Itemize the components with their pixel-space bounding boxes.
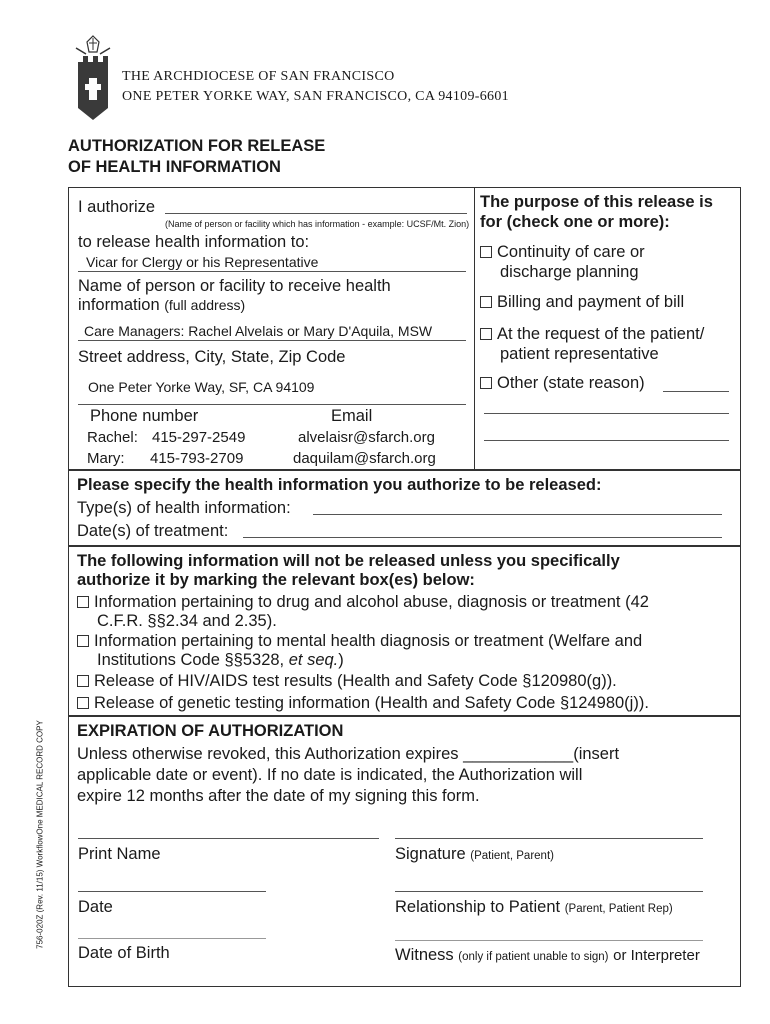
- recipient-value: Vicar for Clergy or his Representative: [86, 254, 319, 270]
- recipient-name-label: Name of person or facility to receive health: [78, 277, 391, 295]
- dob-label: Date of Birth: [78, 944, 170, 962]
- street-value: One Peter Yorke Way, SF, CA 94109: [88, 379, 315, 395]
- email-label: Email: [331, 407, 373, 425]
- contact-name-rachel: Rachel:: [87, 429, 138, 446]
- authorizer-field[interactable]: [165, 213, 467, 214]
- checkbox-mental-health[interactable]: [77, 635, 89, 647]
- purpose-option-other[interactable]: Other (state reason): [480, 374, 645, 393]
- signature-line[interactable]: [395, 838, 703, 839]
- dob-line[interactable]: [78, 938, 266, 939]
- contact-email-mary: daquilam@sfarch.org: [293, 450, 436, 467]
- checkbox-billing[interactable]: [480, 296, 492, 308]
- relationship-line[interactable]: [395, 891, 703, 892]
- expiration-heading: EXPIRATION OF AUTHORIZATION: [77, 722, 344, 740]
- contact-email-rachel: alvelaisr@sfarch.org: [298, 429, 435, 446]
- other-reason-line-1[interactable]: [663, 391, 729, 392]
- recipient-field-line[interactable]: [78, 271, 466, 272]
- purpose-option-patient-request[interactable]: At the request of the patient/ patient representative: [480, 324, 704, 364]
- checkbox-continuity[interactable]: [480, 246, 492, 258]
- date-label: Date: [78, 898, 113, 916]
- column-divider: [474, 187, 475, 470]
- org-address: ONE PETER YORKE WAY, SAN FRANCISCO, CA 94109-6601: [122, 89, 509, 104]
- street-label: Street address, City, State, Zip Code: [78, 348, 346, 366]
- phone-label: Phone number: [90, 407, 199, 425]
- dates-field[interactable]: [243, 537, 722, 538]
- types-field[interactable]: [313, 514, 722, 515]
- form-title: AUTHORIZATION FOR RELEASE OF HEALTH INFORMATION: [68, 137, 326, 176]
- contact-phone-mary: 415-793-2709: [150, 450, 244, 467]
- expiration-text: Unless otherwise revoked, this Authorization expires ____________(insert applicable date or event). If no date is indicated, the Authorization will expire 12 months after the date of my signing this form.: [77, 745, 620, 805]
- witness-line[interactable]: [395, 940, 703, 941]
- restricted-item-drug-alcohol[interactable]: Information pertaining to drug and alcohol abuse, diagnosis or treatment (42 C.F.R. §§2.34 and 2.35).: [77, 593, 649, 631]
- specify-heading: Please specify the health information you authorize to be released:: [77, 476, 602, 494]
- other-reason-line-3[interactable]: [484, 440, 729, 441]
- date-line[interactable]: [78, 891, 266, 892]
- signature-label: Signature (Patient, Parent): [395, 845, 554, 863]
- restricted-item-hiv[interactable]: Release of HIV/AIDS test results (Health and Safety Code §120980(g)).: [77, 672, 617, 691]
- restricted-item-genetic[interactable]: Release of genetic testing information (Health and Safety Code §124980(j)).: [77, 694, 649, 713]
- i-authorize-label: I authorize: [78, 198, 156, 216]
- purpose-heading: The purpose of this release is for (check one or more):: [480, 193, 713, 231]
- print-name-label: Print Name: [78, 845, 161, 863]
- care-managers-field-line[interactable]: [78, 340, 466, 341]
- street-field-line[interactable]: [78, 404, 466, 405]
- form-number-side-text: 756-020Z (Rev. 11/15) WorkflowOne MEDICAL RECORD COPY: [35, 720, 45, 949]
- relationship-label: Relationship to Patient (Parent, Patient Rep): [395, 898, 673, 916]
- contact-name-mary: Mary:: [87, 450, 125, 467]
- recipient-name-label-2: information (full address): [78, 296, 246, 314]
- checkbox-hiv[interactable]: [77, 675, 89, 687]
- contact-phone-rachel: 415-297-2549: [152, 429, 246, 446]
- print-name-line[interactable]: [78, 838, 379, 839]
- release-to-label: to release health information to:: [78, 233, 310, 251]
- purpose-option-billing[interactable]: Billing and payment of bill: [480, 293, 684, 312]
- checkbox-other[interactable]: [480, 377, 492, 389]
- checkbox-genetic[interactable]: [77, 697, 89, 709]
- restricted-item-mental-health[interactable]: Information pertaining to mental health diagnosis or treatment (Welfare and Institutions Code §§5328, et seq.): [77, 632, 642, 670]
- archdiocese-crest-logo: [72, 34, 114, 124]
- dates-label: Date(s) of treatment:: [77, 522, 229, 540]
- restricted-heading: The following information will not be released unless you specifically authorize it by marking the relevant box(es) below:: [77, 552, 620, 589]
- purpose-option-continuity[interactable]: Continuity of care or discharge planning: [480, 242, 645, 282]
- types-label: Type(s) of health information:: [77, 499, 291, 517]
- org-name: THE ARCHDIOCESE OF SAN FRANCISCO: [122, 69, 395, 84]
- checkbox-patient-request[interactable]: [480, 328, 492, 340]
- other-reason-line-2[interactable]: [484, 413, 729, 414]
- authorizer-hint: (Name of person or facility which has information - example: UCSF/Mt. Zion): [165, 219, 470, 229]
- witness-label: Witness (only if patient unable to sign) or Interpreter: [395, 946, 700, 964]
- care-managers-value: Care Managers: Rachel Alvelais or Mary D'Aquila, MSW: [84, 323, 433, 339]
- checkbox-drug-alcohol[interactable]: [77, 596, 89, 608]
